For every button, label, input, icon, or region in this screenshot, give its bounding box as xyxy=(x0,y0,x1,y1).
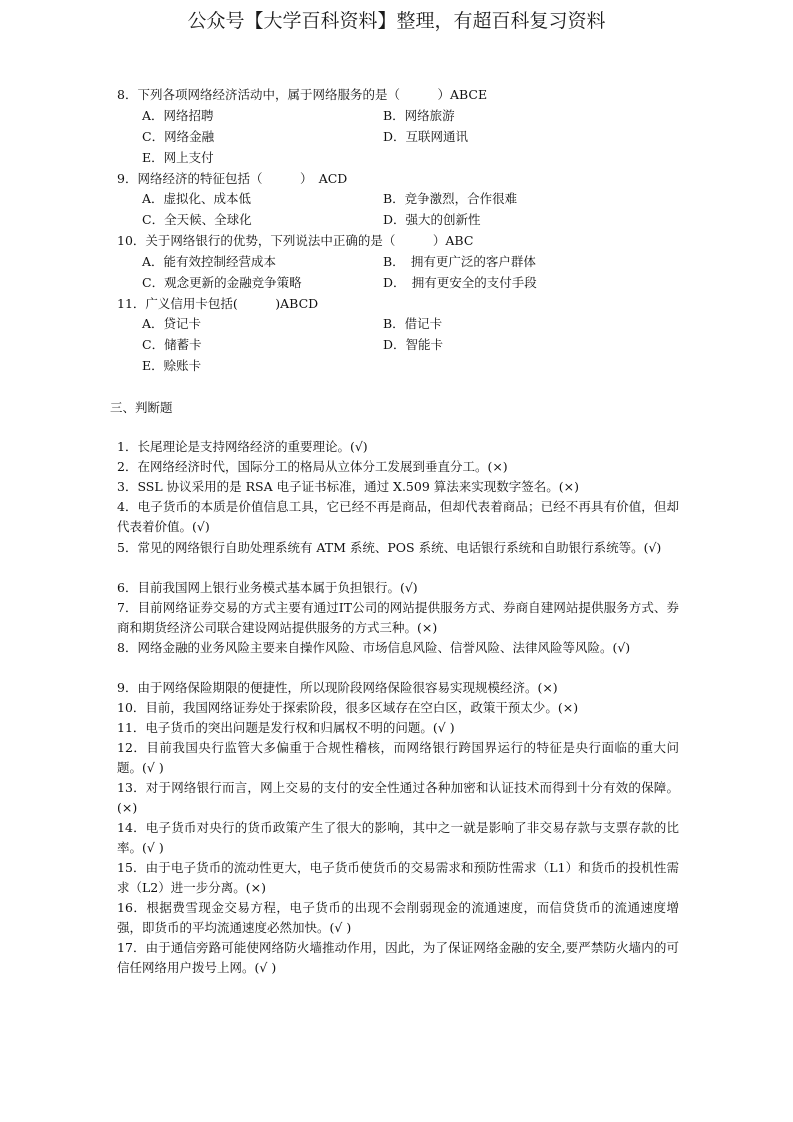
judge-item-2: 2．在网络经济时代，国际分工的格局从立体分工发展到垂直分工。(×) xyxy=(117,459,508,474)
judge-item-6: 6．目前我国网上银行业务模式基本属于负担银行。(√) xyxy=(117,580,418,595)
judge-item-7: 7．目前网络证券交易的方式主要有通过IT公司的网站提供服务方式、券商自建网站提供服务方式、券商和期货经济公司联合建设网站提供服务的方式三种。(×) xyxy=(117,600,679,636)
judge-item-1: 1．长尾理论是支持网络经济的重要理论。(√) xyxy=(117,439,368,454)
judge-item-11: 11．电子货币的突出问题是发行权和归属权不明的问题。(√ ) xyxy=(117,720,455,735)
question-9: 9．网络经济的特征包括（ ） ACD xyxy=(117,171,348,186)
judge-item-10: 10．目前，我国网络证券处于探索阶段，很多区域存在空白区，政策干预太少。(×) xyxy=(117,700,579,715)
judge-item-13: 13．对于网络银行而言，网上交易的支付的安全性通过各种加密和认证技术而得到十分有效的保障。(×) xyxy=(117,780,679,816)
judge-item-3: 3．SSL 协议采用的是 RSA 电子证书标准，通过 X.509 算法来实现数字签名。(×) xyxy=(117,479,579,494)
q9-option-a: A．虚拟化、成本低 xyxy=(142,191,252,206)
judge-item-15: 15．由于电子货币的流动性更大，电子货币使货币的交易需求和预防性需求（L1）和货币的投机性需求（L2）进一步分离。(×) xyxy=(117,860,679,896)
judge-item-17: 17．由于通信旁路可能使网络防火墙推动作用，因此，为了保证网络金融的安全,要严禁防火墙内的可信任网络用户拨号上网。(√ ) xyxy=(117,940,679,976)
q11-option-e: E．赊账卡 xyxy=(142,358,202,373)
q8-option-d: D．互联网通讯 xyxy=(383,129,469,144)
judge-item-14: 14．电子货币对央行的货币政策产生了很大的影响，其中之一就是影响了非交易存款与支票存款的比率。(√ ) xyxy=(117,820,679,856)
q10-option-c: C．观念更新的金融竞争策略 xyxy=(142,275,302,290)
q10-option-d: D． 拥有更安全的支付手段 xyxy=(383,275,537,290)
page-header: 公众号【大学百科资料】整理，有超百科复习资料 xyxy=(187,10,606,32)
q8-option-e: E．网上支付 xyxy=(142,150,214,165)
q10-option-a: A．能有效控制经营成本 xyxy=(142,254,277,269)
q11-option-c: C．储蓄卡 xyxy=(142,337,202,352)
q11-option-a: A．贷记卡 xyxy=(142,316,202,331)
q11-option-b: B．借记卡 xyxy=(383,316,443,331)
q8-option-c: C．网络金融 xyxy=(142,129,215,144)
question-8: 8．下列各项网络经济活动中，属于网络服务的是（ ）ABCE xyxy=(117,87,488,102)
section-title: 三、判断题 xyxy=(110,400,173,415)
q10-option-b: B． 拥有更广泛的客户群体 xyxy=(383,254,536,269)
judge-item-16: 16．根据费雪现金交易方程，电子货币的出现不会削弱现金的流通速度，而信贷货币的流通速度增强，即货币的平均流通速度必然加快。(√ ) xyxy=(117,900,679,936)
q9-option-b: B．竞争激烈，合作很难 xyxy=(383,191,518,206)
judge-item-4: 4．电子货币的本质是价值信息工具，它已经不再是商品，但却代表着商品；已经不再具有价值，但却代表着价值。(√) xyxy=(117,499,679,535)
q9-option-d: D．强大的创新性 xyxy=(383,212,481,227)
judge-item-12: 12．目前我国央行监管大多偏重于合规性稽核，而网络银行跨国界运行的特征是央行面临的重大问题。(√ ) xyxy=(117,740,679,776)
question-11: 11．广义信用卡包括( )ABCD xyxy=(117,296,319,311)
q11-option-d: D．智能卡 xyxy=(383,337,444,352)
q8-option-a: A．网络招聘 xyxy=(142,108,214,123)
q8-option-b: B．网络旅游 xyxy=(383,108,455,123)
judge-item-5: 5．常见的网络银行自助处理系统有 ATM 系统、POS 系统、电话银行系统和自助银行系统等。(√) xyxy=(117,540,662,555)
judge-item-8: 8．网络金融的业务风险主要来自操作风险、市场信息风险、信誉风险、法律风险等风险。(√) xyxy=(117,640,631,655)
question-10: 10．关于网络银行的优势，下列说法中正确的是（ ）ABC xyxy=(117,233,474,248)
q9-option-c: C．全天候、全球化 xyxy=(142,212,252,227)
judge-item-9: 9．由于网络保险期限的便捷性，所以现阶段网络保险很容易实现规模经济。(×) xyxy=(117,680,558,695)
